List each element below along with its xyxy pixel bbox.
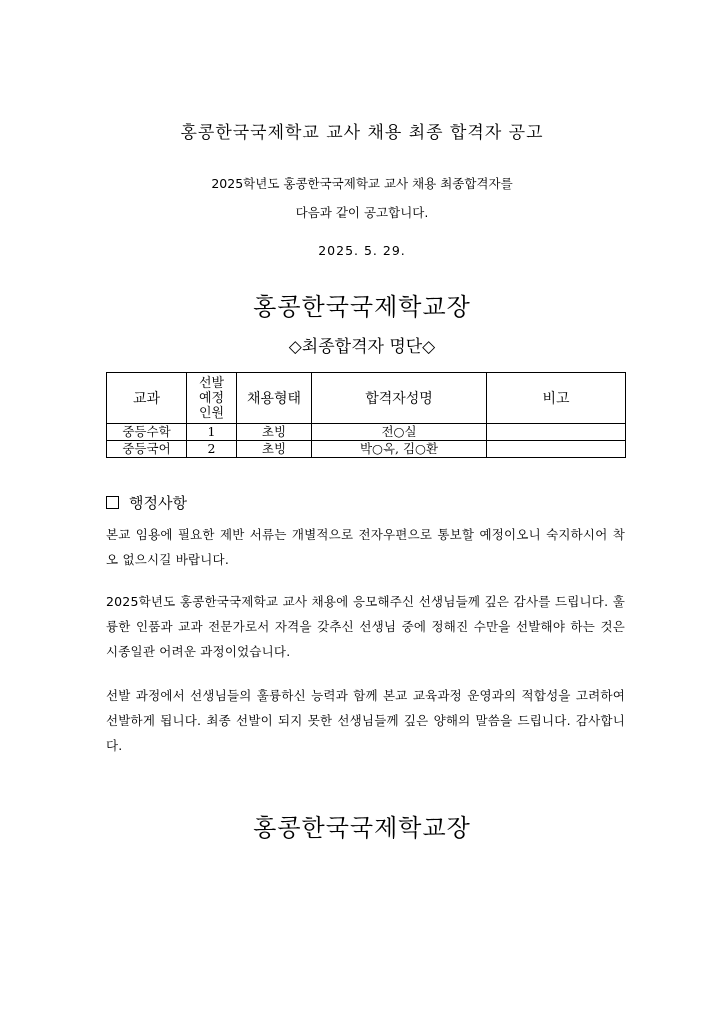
admin-section-heading: [106, 492, 187, 513]
table-row: [107, 424, 626, 441]
principal-signature-bottom: 홍콩한국국제학교장: [253, 814, 471, 842]
principal-signature-top: 홍콩한국국제학교장: [253, 293, 471, 321]
cell-subject: 중등국어: [107, 441, 187, 458]
admin-paragraph-2: 2025학년도 홍콩한국국제학교 교사 채용에 응모해주신 선생님들께 깊은 감사를 드립니다. 훌륭한 인품과 교과 전문가로서 자격을 갖추신 선생님 중에 정해진 수만을 선발해야 하는 것은 시종일관 어려운 과정이었습니다.: [106, 594, 625, 659]
cell-subject: 중등수학: [107, 424, 187, 441]
table-row: [107, 441, 626, 458]
notice-date: 2025. 5. 29.: [318, 243, 406, 258]
admin-heading-text: 행정사항: [129, 494, 187, 512]
intro-line-2: 다음과 같이 공고합니다.: [295, 205, 429, 220]
notice-title: 홍콩한국국제학교 교사 채용 최종 합격자 공고: [180, 123, 544, 143]
table-header-row: [107, 373, 626, 424]
cell-count: 2: [187, 441, 237, 458]
intro-line-1: 2025학년도 홍콩한국국제학교 교사 채용 최종합격자를: [211, 176, 513, 191]
admin-paragraph-3: 선발 과정에서 선생님들의 훌륭하신 능력과 함께 본교 교육과정 운영과의 적합성을 고려하여 선발하게 됩니다. 최종 선발이 되지 못한 선생님들께 깊은 양해의 말씀을 드립니다. 감사합니다.: [106, 688, 625, 753]
roster-table: [106, 372, 626, 458]
header-employment-type: 채용형태: [237, 373, 312, 424]
cell-name: 박○옥, 김○환: [312, 441, 487, 458]
checkbox-square-icon: [106, 496, 119, 509]
admin-paragraph-1: 본교 임용에 필요한 제반 서류는 개별적으로 전자우편으로 통보할 예정이오니 숙지하시어 착오 없으시길 바랍니다.: [106, 527, 625, 567]
header-subject: 교과: [107, 373, 187, 424]
cell-name: 전○실: [312, 424, 487, 441]
cell-type: 초빙: [237, 424, 312, 441]
header-planned-count-text: 선발 예정 인원: [198, 375, 225, 421]
cell-remarks: [487, 424, 626, 441]
header-remarks: 비고: [487, 373, 626, 424]
cell-type: 초빙: [237, 441, 312, 458]
cell-remarks: [487, 441, 626, 458]
header-candidate-name: 합격자성명: [312, 373, 487, 424]
roster-title: ◇최종합격자 명단◇: [288, 337, 436, 357]
header-planned-count: [187, 373, 237, 424]
cell-count: 1: [187, 424, 237, 441]
